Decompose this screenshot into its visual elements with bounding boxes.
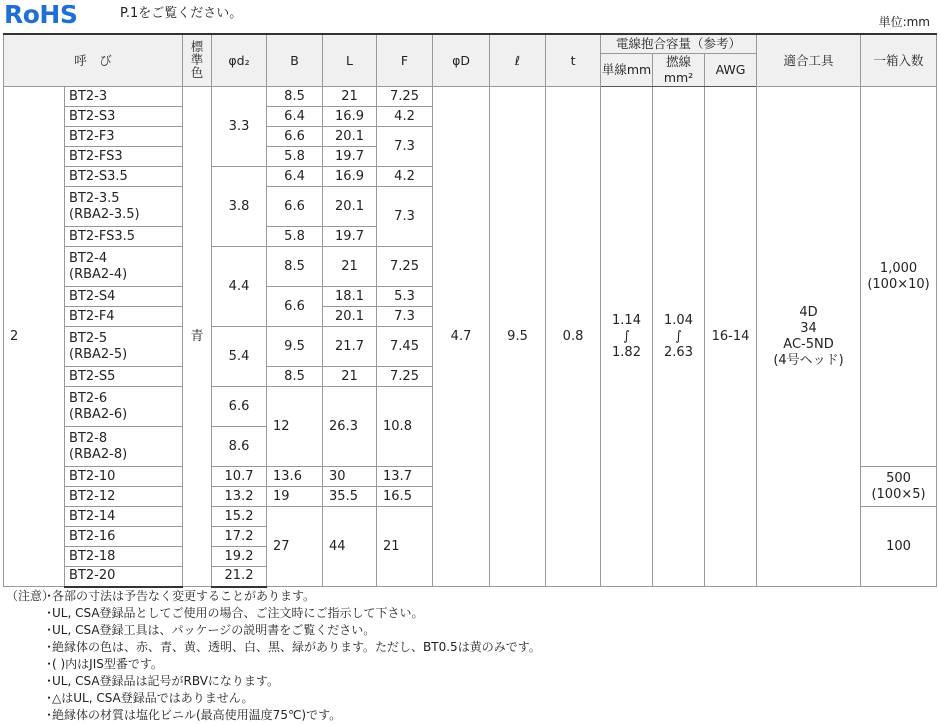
box-qty-value: (100×10) [867, 276, 930, 292]
t-cell: 0.8 [546, 87, 601, 587]
b-cell: 9.5 [267, 327, 323, 367]
d2-cell: 17.2 [212, 527, 267, 547]
product-name: BT2-3 [69, 88, 108, 104]
l-cell: 44 [323, 507, 377, 587]
unit-label: 単位:mm [878, 15, 930, 29]
l-cell: 21 [323, 87, 377, 107]
product-name: BT2-FS3.5 [69, 228, 135, 244]
header-b: B [267, 34, 323, 87]
notes-label: （注意） [6, 589, 55, 603]
note-item: ･絶縁体の材質は塩化ビニル(最高使用温度75℃)です。 [46, 708, 342, 722]
tool-value: 4D [799, 304, 818, 320]
header-twisted: 撚線mm² [653, 54, 705, 87]
product-name: BT2-F4 [69, 308, 115, 324]
header-d2: φd₂ [212, 34, 267, 87]
b-cell: 6.6 [267, 127, 323, 147]
d2-cell: 3.8 [212, 167, 267, 247]
b-cell: 12 [267, 387, 323, 467]
f-cell: 5.3 [377, 287, 433, 307]
product-name: BT2-5 [69, 330, 108, 346]
l-cell: 16.9 [323, 167, 377, 187]
header-f: F [377, 34, 433, 87]
notes-list [6, 588, 541, 724]
d2-cell: 8.6 [212, 427, 267, 467]
single-wire-value: ∫ [623, 328, 630, 344]
product-name: BT2-S4 [69, 288, 116, 304]
product-name-cell [65, 107, 183, 127]
header-t: t [546, 34, 601, 87]
b-cell: 8.5 [267, 87, 323, 107]
b-cell: 6.6 [267, 187, 323, 227]
header-single: 単線mm [601, 54, 653, 87]
l-cell: 16.9 [323, 107, 377, 127]
f-cell: 13.7 [377, 467, 433, 487]
product-name: BT2-S3 [69, 108, 116, 124]
f-cell: 7.25 [377, 87, 433, 107]
product-name-cell [65, 227, 183, 247]
spec-table [3, 33, 937, 588]
f-cell: 21 [377, 507, 433, 587]
l-cell: 19.7 [323, 227, 377, 247]
twisted-wire-value: ∫ [675, 328, 682, 344]
single-wire-cell [601, 87, 653, 587]
product-name: BT2-S3.5 [69, 168, 128, 184]
f-cell: 7.25 [377, 367, 433, 387]
product-name: BT2-12 [69, 488, 116, 504]
d-cell: 4.7 [433, 87, 490, 587]
single-wire-value: 1.14 [612, 312, 641, 328]
note-item: ･UL, CSA登録工具は、パッケージの説明書をご覧ください。 [46, 623, 376, 637]
b-cell: 8.5 [267, 367, 323, 387]
product-name: BT2-6 [69, 390, 108, 406]
l-cell: 19.7 [323, 147, 377, 167]
product-name: (RBA2-3.5) [69, 206, 140, 222]
product-name: BT2-S5 [69, 368, 116, 384]
product-name: (RBA2-8) [69, 446, 128, 462]
l-cell: 21 [323, 247, 377, 287]
header-l: L [323, 34, 377, 87]
product-name-cell [65, 287, 183, 307]
header-color: 標準色 [183, 34, 212, 87]
l-cell: 21.7 [323, 327, 377, 367]
note-item: ･( )内はJIS型番です。 [46, 657, 163, 671]
product-name-cell [65, 327, 183, 367]
f-cell: 7.3 [377, 307, 433, 327]
b-cell: 6.6 [267, 287, 323, 327]
b-cell: 6.4 [267, 167, 323, 187]
l-cell: 20.1 [323, 187, 377, 227]
product-name-cell [65, 567, 183, 587]
box-qty-cell: 100 [861, 507, 937, 587]
rohs-logo: RoHS [4, 0, 78, 29]
product-name: BT2-10 [69, 468, 116, 484]
d2-cell: 19.2 [212, 547, 267, 567]
product-name: (RBA2-4) [69, 266, 128, 282]
note-item: ･UL, CSA登録品としてご使用の場合、ご注文時にご指示して下さい。 [46, 606, 424, 620]
product-name-cell [65, 487, 183, 507]
d2-cell: 6.6 [212, 387, 267, 427]
product-name-cell [65, 467, 183, 487]
ell-cell: 9.5 [490, 87, 546, 587]
product-name: BT2-FS3 [69, 148, 123, 164]
l-cell: 30 [323, 467, 377, 487]
reference-note: P.1をご覧ください。 [120, 6, 243, 21]
note-item: ･絶縁体の色は、赤、青、黄、透明、白、黒、緑があります。ただし、BT0.5は黄のみです。 [46, 640, 541, 654]
f-cell: 7.3 [377, 127, 433, 167]
header-ell: ℓ [490, 34, 546, 87]
product-name: BT2-14 [69, 508, 116, 524]
product-name-cell [65, 87, 183, 107]
b-cell: 5.8 [267, 227, 323, 247]
f-cell: 7.25 [377, 247, 433, 287]
product-name: BT2-8 [69, 430, 108, 446]
notes [6, 588, 541, 724]
box-qty-cell [861, 87, 937, 467]
product-name: BT2-16 [69, 528, 116, 544]
color-cell: 青 [183, 87, 212, 587]
awg-cell: 16-14 [705, 87, 757, 587]
product-name: (RBA2-5) [69, 346, 128, 362]
product-name: BT2-20 [69, 568, 116, 584]
header-tool: 適合工具 [757, 34, 861, 87]
f-cell: 4.2 [377, 107, 433, 127]
product-name: BT2-4 [69, 250, 108, 266]
f-cell: 10.8 [377, 387, 433, 467]
b-cell: 19 [267, 487, 323, 507]
b-cell: 8.5 [267, 247, 323, 287]
box-qty-value: 1,000 [879, 260, 918, 276]
product-name-cell [65, 307, 183, 327]
tool-value: (4号ヘッド) [773, 352, 844, 368]
product-name-cell [65, 167, 183, 187]
twisted-wire-value: 2.63 [664, 344, 693, 360]
product-name-cell [65, 547, 183, 567]
f-cell: 7.45 [377, 327, 433, 367]
tool-cell [757, 87, 861, 587]
box-qty-value: (100×5) [871, 486, 926, 502]
twisted-wire-cell [653, 87, 705, 587]
tool-value: AC-5ND [783, 336, 834, 352]
product-name-cell [65, 427, 183, 467]
d2-cell: 4.4 [212, 247, 267, 327]
product-name-cell [65, 247, 183, 287]
f-cell: 4.2 [377, 167, 433, 187]
product-name: BT2-F3 [69, 128, 115, 144]
product-name-cell [65, 527, 183, 547]
single-wire-value: 1.82 [612, 344, 641, 360]
l-cell: 20.1 [323, 127, 377, 147]
product-name-cell [65, 367, 183, 387]
d2-cell: 13.2 [212, 487, 267, 507]
product-name: (RBA2-6) [69, 406, 128, 422]
box-qty-value: 500 [886, 470, 911, 486]
l-cell: 26.3 [323, 387, 377, 467]
product-name: BT2-3.5 [69, 190, 120, 206]
b-cell: 5.8 [267, 147, 323, 167]
f-cell: 7.3 [377, 187, 433, 247]
box-qty-cell [861, 467, 937, 507]
note-item: ･UL, CSA登録品は記号がRBVになります。 [46, 674, 279, 688]
product-name-cell [65, 507, 183, 527]
l-cell: 35.5 [323, 487, 377, 507]
product-name: BT2-18 [69, 548, 116, 564]
header-box: 一箱入数 [861, 34, 937, 87]
product-name-cell [65, 127, 183, 147]
twisted-wire-value: 1.04 [664, 312, 693, 328]
d2-cell: 3.3 [212, 87, 267, 167]
b-cell: 13.6 [267, 467, 323, 487]
table-row [4, 87, 937, 107]
size-cell: 2 [4, 87, 65, 587]
b-cell: 6.4 [267, 107, 323, 127]
d2-cell: 21.2 [212, 567, 267, 587]
d2-cell: 10.7 [212, 467, 267, 487]
header-call: 呼 び [4, 34, 183, 87]
header-d: φD [433, 34, 490, 87]
l-cell: 20.1 [323, 307, 377, 327]
d2-cell: 15.2 [212, 507, 267, 527]
product-name-cell [65, 187, 183, 227]
l-cell: 21 [323, 367, 377, 387]
product-name-cell [65, 387, 183, 427]
d2-cell: 5.4 [212, 327, 267, 387]
header-wire-range: 電線抱合容量（参考） [601, 34, 757, 54]
note-item: ･各部の寸法は予告なく変更することがあります。 [46, 589, 316, 603]
b-cell: 27 [267, 507, 323, 587]
spec-table-body [4, 87, 937, 587]
note-item: ･△はUL, CSA登録品ではありません。 [46, 691, 254, 705]
l-cell: 18.1 [323, 287, 377, 307]
product-name-cell [65, 147, 183, 167]
f-cell: 16.5 [377, 487, 433, 507]
tool-value: 34 [800, 320, 817, 336]
header-awg: AWG [705, 54, 757, 87]
